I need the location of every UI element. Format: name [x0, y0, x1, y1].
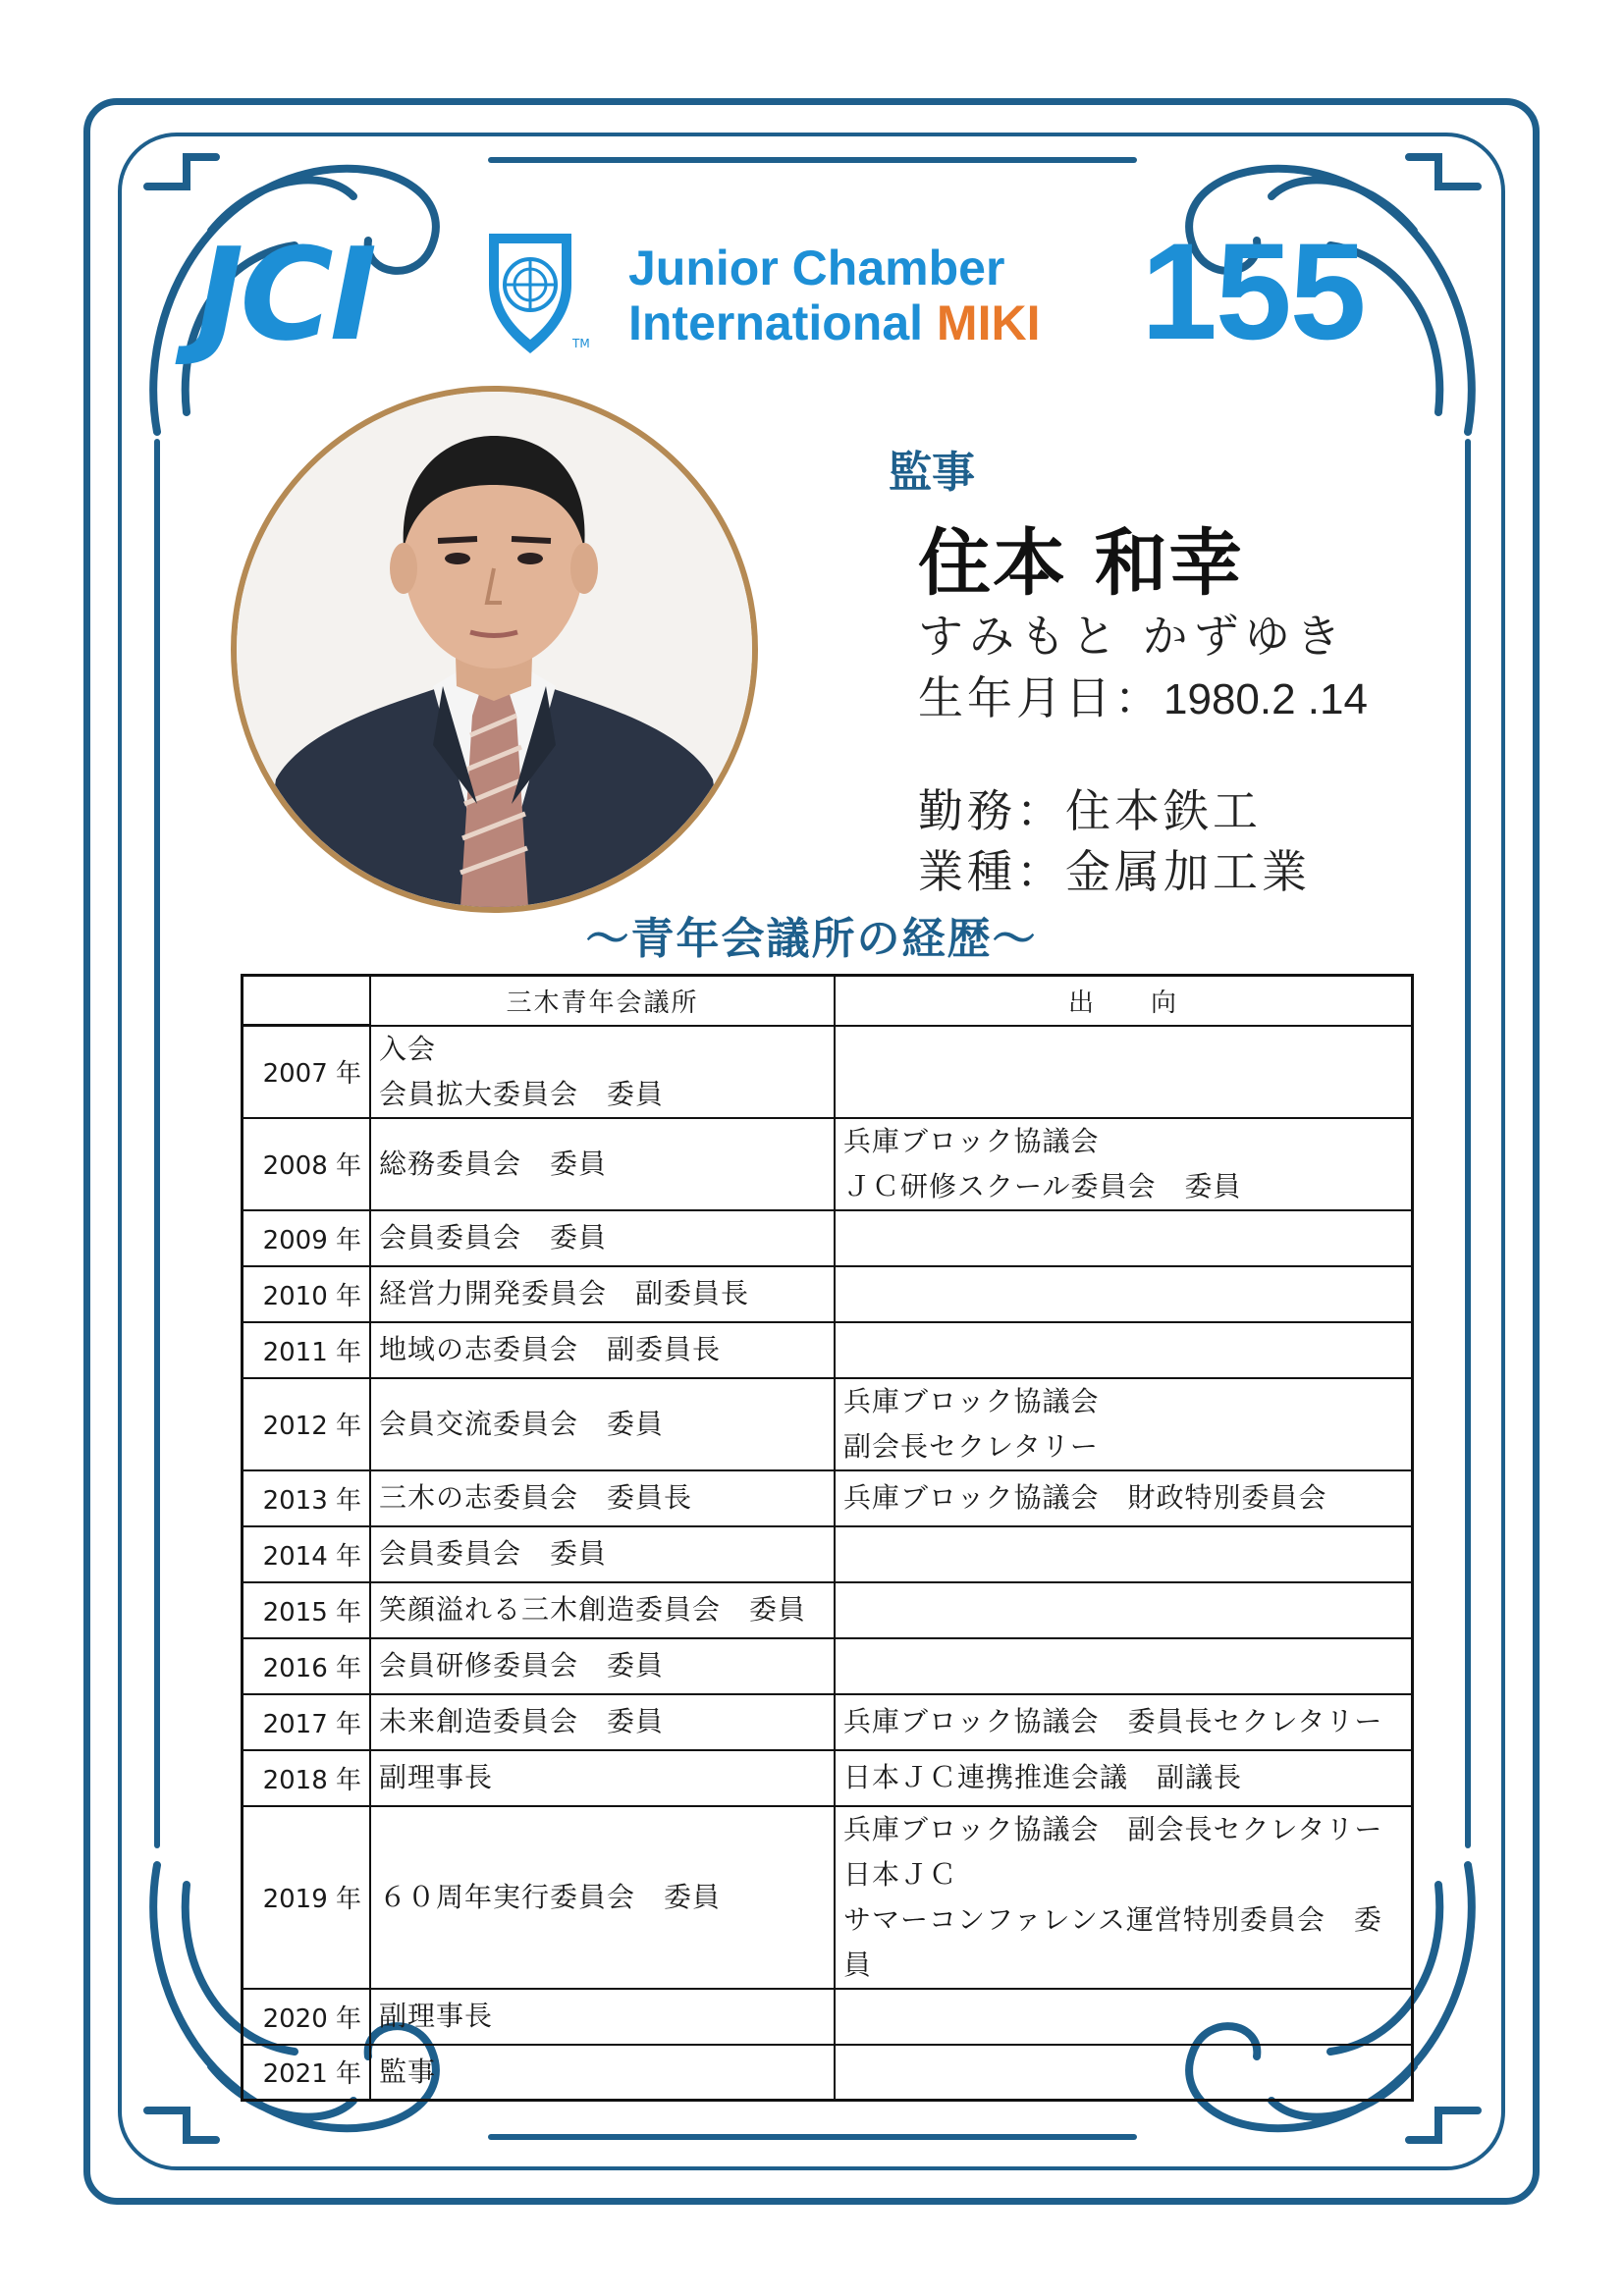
- year-cell: 2014 年: [243, 1526, 371, 1582]
- miki-jc-line: 入会: [379, 1032, 437, 1065]
- jci-wordmark: JCI: [196, 220, 374, 369]
- miki-jc-cell: [370, 1378, 835, 1470]
- year-cell: 2020 年: [243, 1989, 371, 2045]
- year-cell: 2008 年: [243, 1118, 371, 1210]
- year-cell: 2018 年: [243, 1750, 371, 1806]
- logo-miki-text: MIKI: [936, 295, 1041, 350]
- miki-jc-line: 副理事長: [379, 2000, 494, 2032]
- portrait-photo: [231, 386, 758, 913]
- birthday-label: 生年月日：: [918, 671, 1163, 724]
- miki-jc-line: 会員交流委員会 委員: [379, 1407, 665, 1440]
- year-cell: 2015 年: [243, 1582, 371, 1638]
- secondment-cell: [835, 1378, 1413, 1470]
- year-cell: 2012 年: [243, 1378, 371, 1470]
- secondment-line: 日本ＪＣ: [843, 1857, 958, 1891]
- year-cell: 2019 年: [243, 1806, 371, 1989]
- secondment-line: 兵庫ブロック協議会: [843, 1124, 1100, 1157]
- miki-jc-cell: [370, 2045, 835, 2101]
- miki-jc-cell: [370, 1026, 835, 1118]
- table-row: [243, 1694, 1413, 1750]
- secondment-cell: [835, 1026, 1413, 1118]
- miki-jc-cell: [370, 1989, 835, 2045]
- secondment-cell: [835, 1526, 1413, 1582]
- logo-anniversary-number: 155: [1141, 214, 1365, 368]
- miki-jc-cell: [370, 1266, 835, 1322]
- year-cell: 2013 年: [243, 1470, 371, 1526]
- profile-name-kana: すみもと かずゆき: [918, 610, 1347, 663]
- secondment-cell: [835, 1210, 1413, 1266]
- table-row: [243, 1526, 1413, 1582]
- profile-workplace: 勤務：住本鉄工: [918, 784, 1262, 837]
- career-section-title: 〜青年会議所の経歴〜: [585, 914, 1038, 964]
- table-row: [243, 1582, 1413, 1638]
- secondment-cell: [835, 1118, 1413, 1210]
- secondment-line: サマーコンファレンス運営特別委員会 委員: [843, 1902, 1382, 1981]
- table-corner-blank: [243, 976, 371, 1026]
- table-row: [243, 1989, 1413, 2045]
- secondment-cell: [835, 1266, 1413, 1322]
- profile-birthday: [918, 663, 1368, 727]
- table-row: [243, 1210, 1413, 1266]
- miki-jc-cell: [370, 1470, 835, 1526]
- career-table-body: [243, 1026, 1413, 2101]
- logo-line-international-miki: [628, 295, 1040, 350]
- secondment-line: 兵庫ブロック協議会 財政特別委員会: [843, 1481, 1327, 1514]
- table-row: [243, 1322, 1413, 1378]
- birthday-value: 1980.2 .14: [1163, 675, 1368, 723]
- miki-jc-cell: [370, 1806, 835, 1989]
- miki-jc-cell: [370, 1118, 835, 1210]
- miki-jc-line: 会員研修委員会 委員: [379, 1649, 665, 1682]
- table-row: [243, 1638, 1413, 1694]
- profile-industry: 業種：金属加工業: [918, 845, 1311, 898]
- secondment-line: 兵庫ブロック協議会 副会長セクレタリー: [843, 1812, 1383, 1845]
- secondment-line: ＪＣ研修スクール委員会 委員: [843, 1169, 1242, 1202]
- year-cell: 2011 年: [243, 1322, 371, 1378]
- miki-jc-cell: [370, 1638, 835, 1694]
- secondment-line: 日本ＪＣ連携推進会議 副議長: [843, 1761, 1243, 1793]
- table-row: [243, 1118, 1413, 1210]
- trademark-mark: TM: [572, 337, 590, 350]
- header-secondment: 出 向: [835, 976, 1413, 1026]
- portrait-illustration: [237, 392, 752, 907]
- miki-jc-line: 地域の志委員会 副委員長: [379, 1333, 722, 1365]
- table-row: [243, 2045, 1413, 2101]
- miki-jc-cell: [370, 1694, 835, 1750]
- year-cell: 2016 年: [243, 1638, 371, 1694]
- secondment-cell: [835, 1638, 1413, 1694]
- miki-jc-line: 会員委員会 委員: [379, 1221, 608, 1254]
- jci-miki-logo: [196, 214, 1424, 369]
- table-row: [243, 1806, 1413, 1989]
- table-row: [243, 1026, 1413, 1118]
- miki-jc-cell: [370, 1322, 835, 1378]
- miki-jc-line: 会員委員会 委員: [379, 1537, 608, 1570]
- table-row: [243, 1470, 1413, 1526]
- miki-jc-line: ６０周年実行委員会 委員: [379, 1880, 722, 1913]
- year-cell: 2021 年: [243, 2045, 371, 2101]
- miki-jc-line: 総務委員会 委員: [379, 1147, 608, 1180]
- miki-jc-cell: [370, 1582, 835, 1638]
- secondment-cell: [835, 1322, 1413, 1378]
- secondment-cell: [835, 1582, 1413, 1638]
- miki-jc-line: 三木の志委員会 委員長: [379, 1481, 693, 1514]
- miki-jc-cell: [370, 1526, 835, 1582]
- miki-jc-line: 副理事長: [379, 1761, 494, 1793]
- secondment-cell: [835, 1750, 1413, 1806]
- miki-jc-line: 経営力開発委員会 副委員長: [379, 1277, 750, 1309]
- career-table: [241, 974, 1414, 2102]
- secondment-cell: [835, 1806, 1413, 1989]
- logo-international-text: International: [628, 295, 937, 350]
- jci-shield-emblem-icon: [481, 226, 579, 358]
- secondment-line: 副会長セクレタリー: [843, 1429, 1099, 1463]
- secondment-line: 兵庫ブロック協議会: [843, 1384, 1100, 1417]
- year-cell: 2010 年: [243, 1266, 371, 1322]
- miki-jc-cell: [370, 1210, 835, 1266]
- table-row: [243, 1750, 1413, 1806]
- miki-jc-line: 笑顔溢れる三木創造委員会 委員: [379, 1593, 807, 1626]
- table-row: [243, 1266, 1413, 1322]
- secondment-cell: [835, 1989, 1413, 2045]
- profile-role: 監事: [889, 448, 975, 498]
- year-cell: 2007 年: [243, 1026, 371, 1118]
- profile-name: 住本 和幸: [918, 521, 1244, 606]
- logo-line-junior-chamber: Junior Chamber: [628, 240, 1005, 295]
- miki-jc-line: 未来創造委員会 委員: [379, 1705, 665, 1737]
- header-miki-jc: 三木青年会議所: [370, 976, 835, 1026]
- miki-jc-line: 会員拡大委員会 委員: [379, 1077, 665, 1110]
- year-cell: 2009 年: [243, 1210, 371, 1266]
- miki-jc-line: 監事: [379, 2055, 437, 2088]
- miki-jc-cell: [370, 1750, 835, 1806]
- year-cell: 2017 年: [243, 1694, 371, 1750]
- table-row: [243, 1378, 1413, 1470]
- secondment-cell: [835, 1470, 1413, 1526]
- secondment-cell: [835, 2045, 1413, 2101]
- secondment-cell: [835, 1694, 1413, 1750]
- secondment-line: 兵庫ブロック協議会 委員長セクレタリー: [843, 1705, 1383, 1737]
